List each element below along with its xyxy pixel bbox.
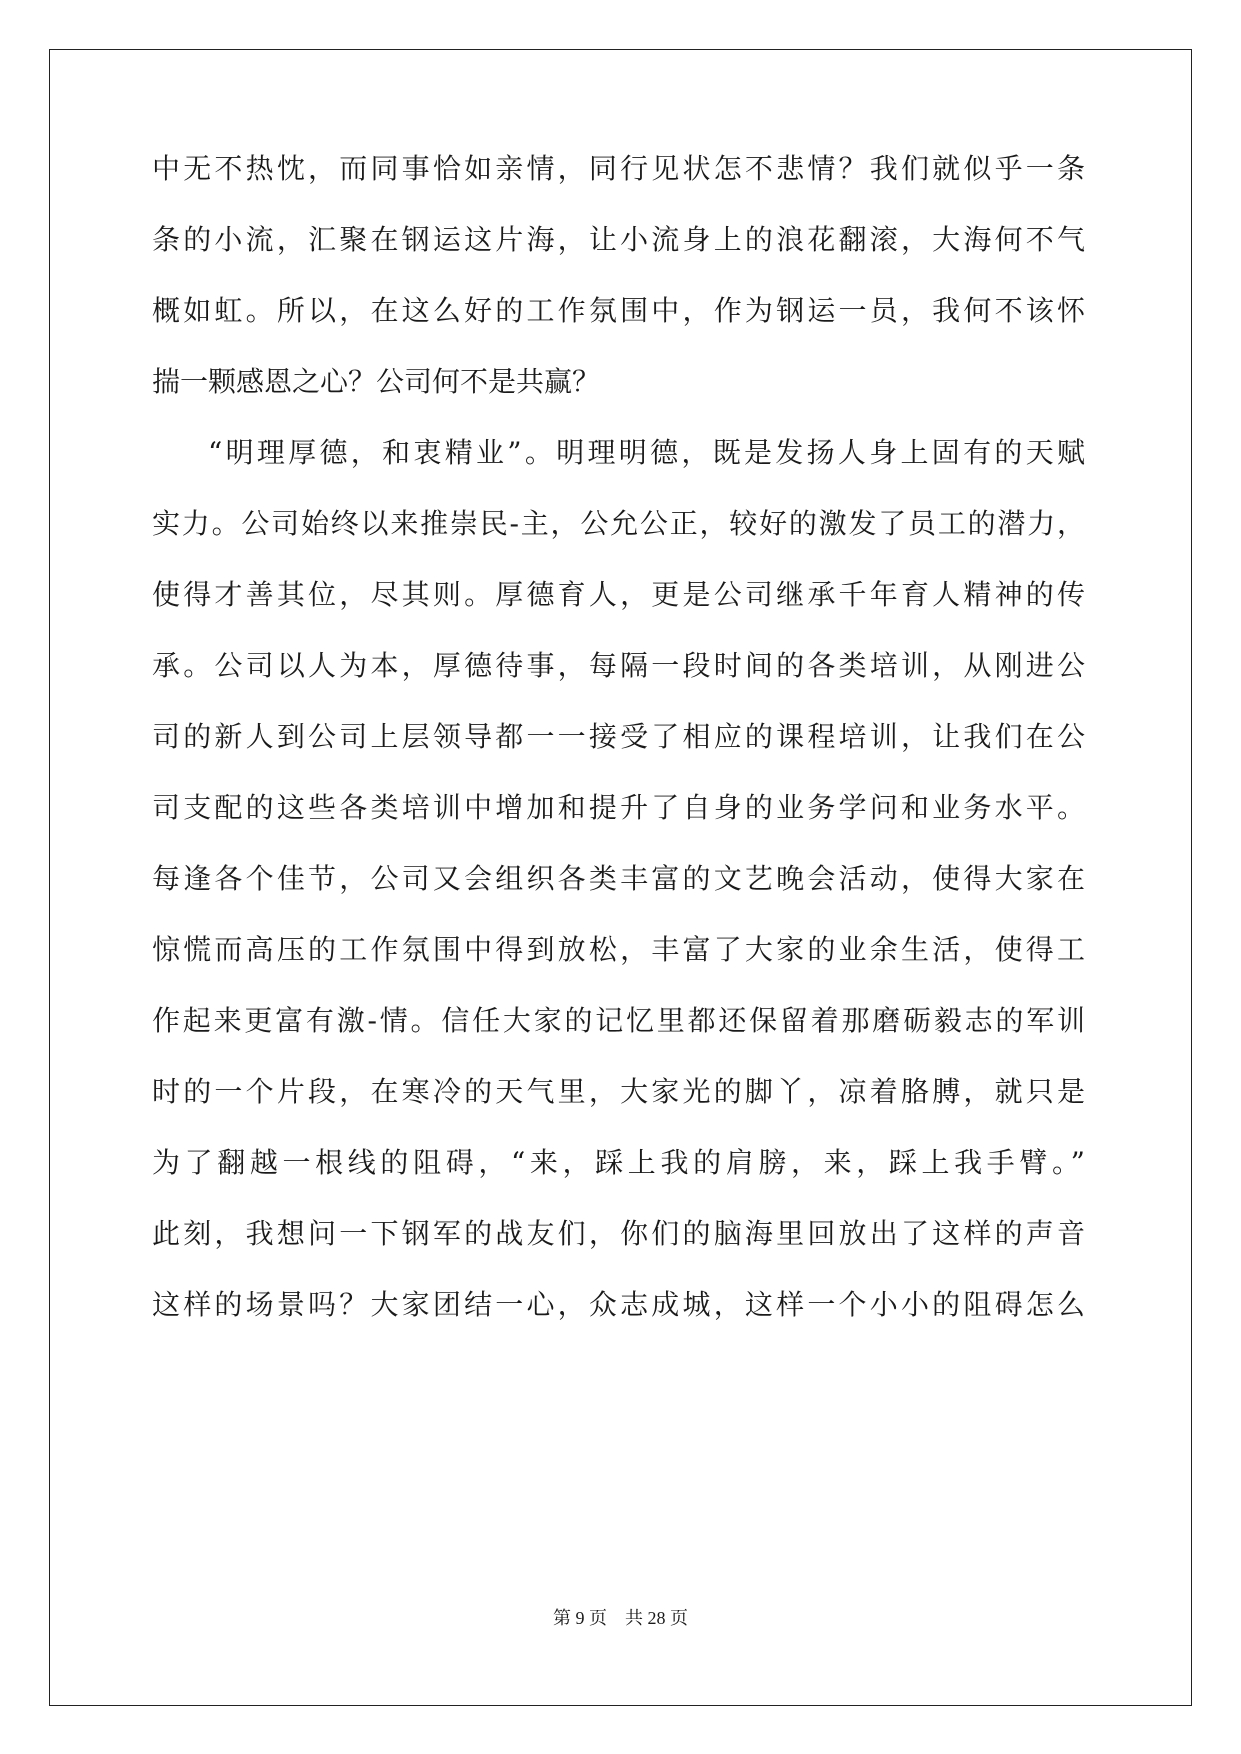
page-number: 第 9 页 xyxy=(553,1608,607,1628)
page-total: 共 28 页 xyxy=(625,1608,688,1628)
body-text-line: 时的一个片段，在寒冷的天气里，大家光的脚丫，凉着胳膊，就只是 xyxy=(152,1075,1085,1108)
body-text-line: 使得才善其位，尽其则。厚德育人，更是公司继承千年育人精神的传 xyxy=(152,578,1085,611)
body-text-line: 司支配的这些各类培训中增加和提升了自身的业务学问和业务水平。 xyxy=(152,791,1085,824)
body-text-line: 中无不热忱，而同事恰如亲情，同行见状怎不悲情？我们就似乎一条 xyxy=(152,152,1085,185)
body-text-line: 这样的场景吗？大家团结一心，众志成城，这样一个小小的阻碍怎么 xyxy=(152,1288,1085,1321)
body-text-line: 司的新人到公司上层领导都一一接受了相应的课程培训，让我们在公 xyxy=(152,720,1085,753)
body-text-line: 惊慌而高压的工作氛围中得到放松，丰富了大家的业余生活，使得工 xyxy=(152,933,1085,966)
body-text-line: 揣一颗感恩之心？公司何不是共赢？ xyxy=(152,365,601,398)
body-text-line: 为了翻越一根线的阻碍，“来，踩上我的肩膀，来，踩上我手臂。” xyxy=(152,1146,1085,1179)
body-text-line: 此刻，我想问一下钢军的战友们，你们的脑海里回放出了这样的声音 xyxy=(152,1217,1085,1250)
body-text-line: 概如虹。所以，在这么好的工作氛围中，作为钢运一员，我何不该怀 xyxy=(152,294,1085,327)
body-text-line: 实力。公司始终以来推崇民-主，公允公正，较好的激发了员工的潜力， xyxy=(152,507,1085,540)
body-text-line: 每逢各个佳节，公司又会组织各类丰富的文艺晚会活动，使得大家在 xyxy=(152,862,1085,895)
body-text-line: 作起来更富有激-情。信任大家的记忆里都还保留着那磨砺毅志的军训 xyxy=(152,1004,1085,1037)
body-text-line: 承。公司以人为本，厚德待事，每隔一段时间的各类培训，从刚进公 xyxy=(152,649,1085,682)
body-text-line: “明理厚德，和衷精业”。明理明德，既是发扬人身上固有的天赋 xyxy=(208,436,1085,469)
page-footer xyxy=(0,1606,1241,1630)
body-text-line: 条的小流，汇聚在钢运这片海，让小流身上的浪花翻滚，大海何不气 xyxy=(152,223,1085,256)
